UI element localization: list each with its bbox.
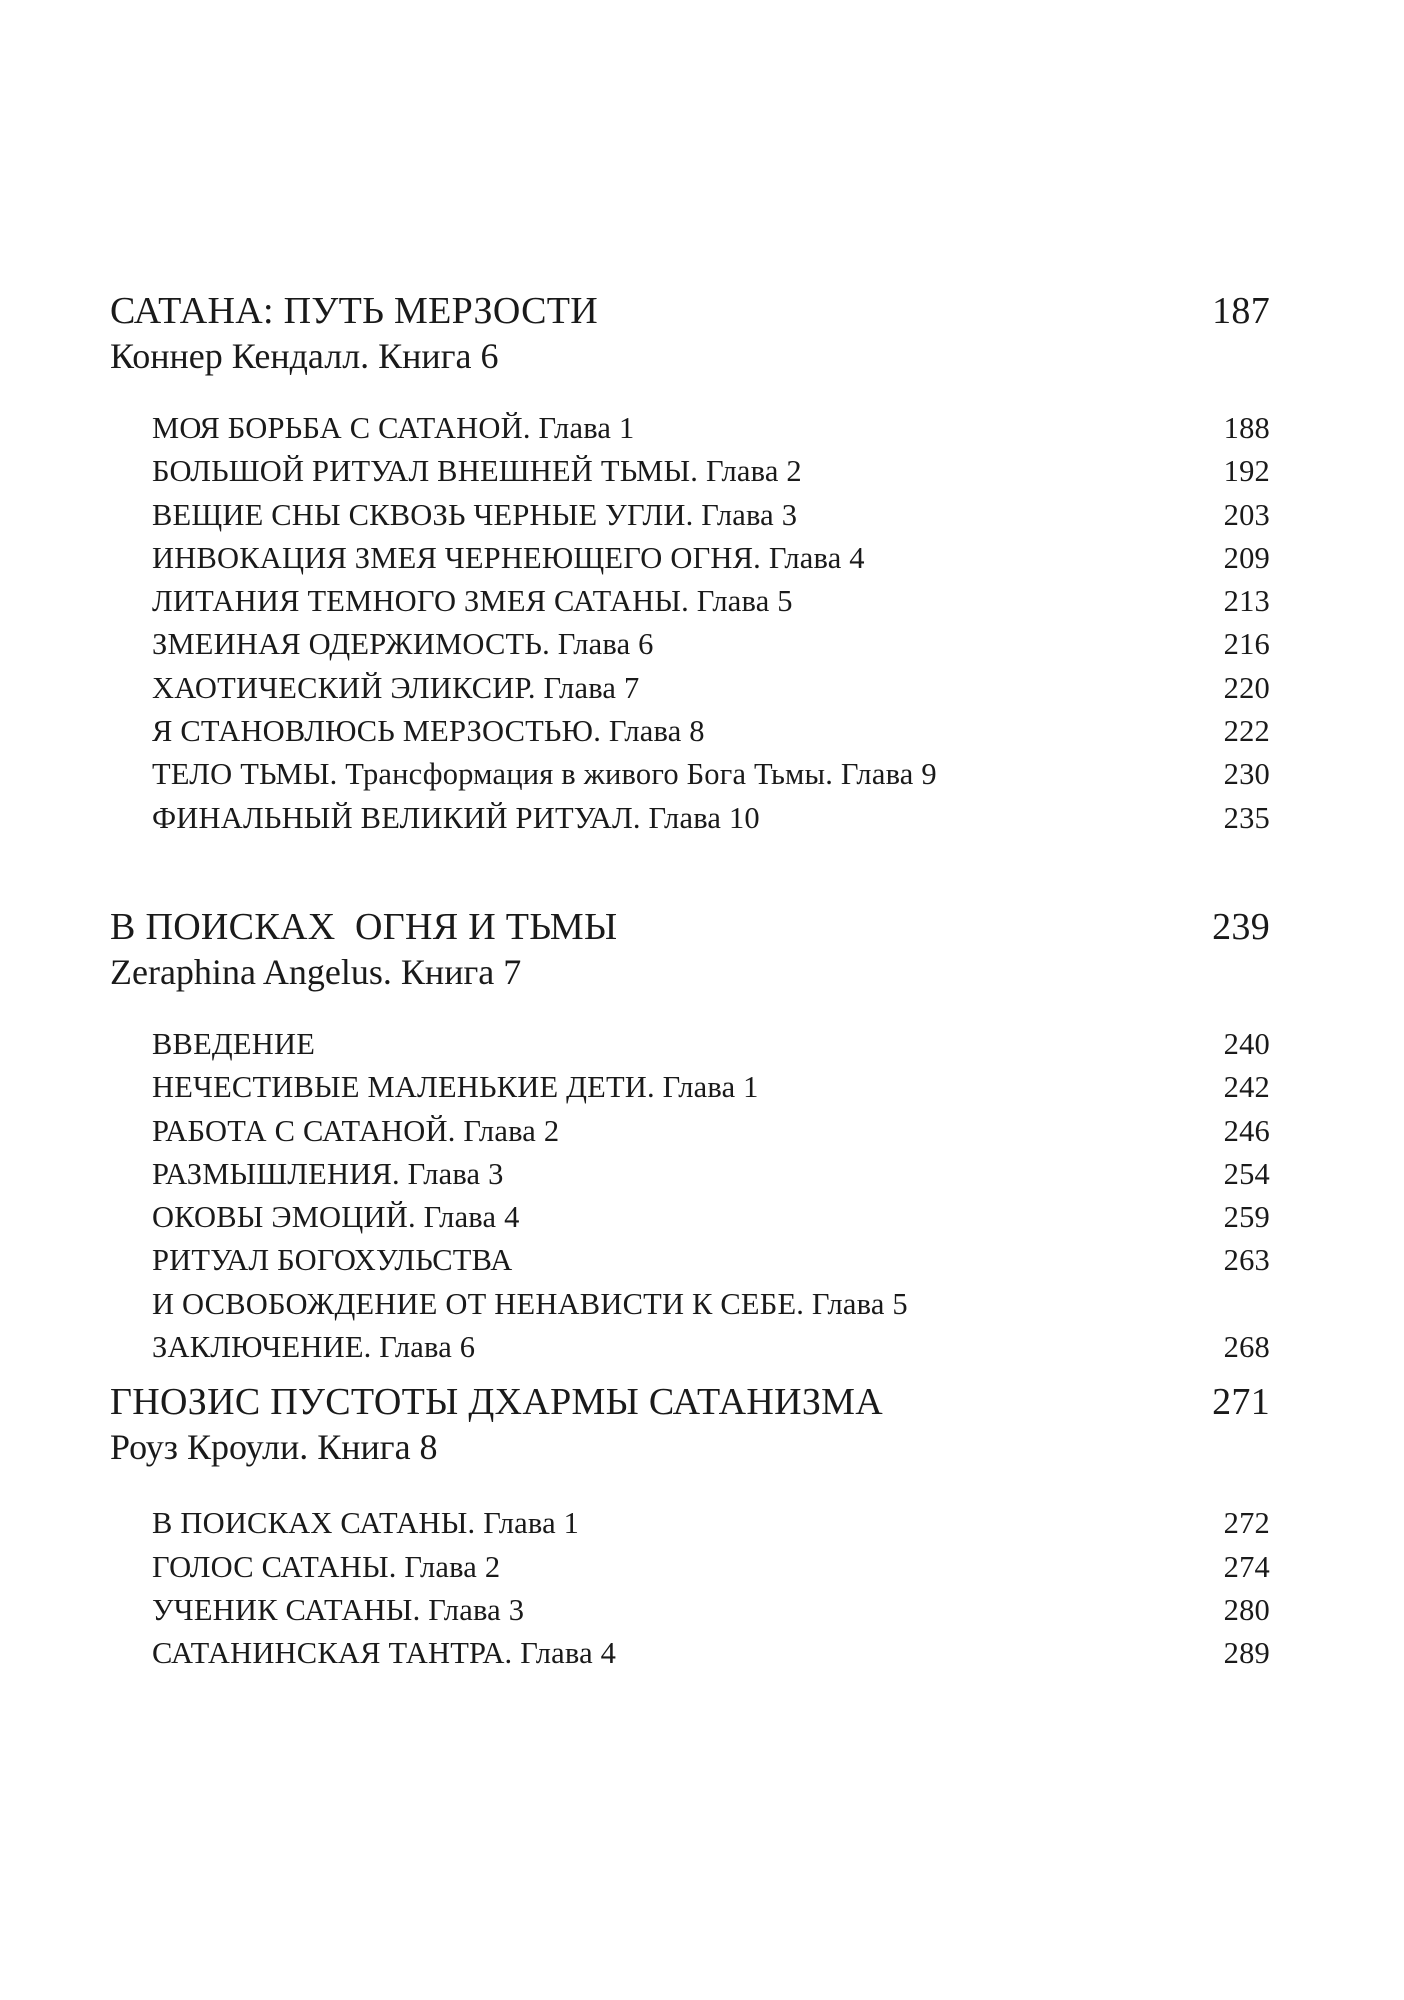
chapter-page-number: 254: [1223, 1156, 1270, 1191]
chapter-entry: [152, 1632, 1270, 1675]
book-heading: [110, 904, 1270, 950]
book-section: [110, 904, 1270, 1369]
book-page-number: 271: [1212, 1381, 1270, 1424]
chapter-title: ХАОТИЧЕСКИЙ ЭЛИКСИР. Глава 7: [152, 670, 640, 705]
chapter-page-number: 280: [1223, 1592, 1270, 1627]
chapter-title: БОЛЬШОЙ РИТУАЛ ВНЕШНЕЙ ТЬМЫ. Глава 2: [152, 454, 802, 489]
chapter-page-number: 213: [1223, 584, 1270, 619]
chapter-page-number: 209: [1223, 540, 1270, 575]
book-author: Zeraphina Angelus. Книга 7: [110, 951, 522, 992]
chapter-title: В ПОИСКАХ САТАНЫ. Глава 1: [152, 1506, 580, 1541]
book-author: Коннер Кендалл. Книга 6: [110, 336, 499, 376]
chapter-page-number: 216: [1223, 627, 1270, 662]
chapter-entry: [152, 580, 1270, 623]
chapter-title: РАЗМЫШЛЕНИЯ. Глава 3: [152, 1156, 504, 1191]
book-title: САТАНА: ПУТЬ МЕРЗОСТИ: [110, 290, 598, 332]
chapter-entry: [152, 450, 1270, 493]
chapter-title: МОЯ БОРЬБА С САТАНОЙ. Глава 1: [152, 411, 635, 445]
chapter-entry: [152, 1326, 1270, 1369]
book-heading: [110, 1379, 1270, 1425]
chapter-entry: [152, 667, 1270, 710]
chapter-title-line: РИТУАЛ БОГОХУЛЬСТВА: [152, 1243, 513, 1278]
chapter-page-number: 203: [1223, 497, 1270, 532]
chapter-page-number: 268: [1223, 1330, 1270, 1365]
chapter-page-number: 274: [1223, 1549, 1270, 1584]
chapter-page-number: 230: [1223, 757, 1270, 792]
chapter-title: ВЕЩИЕ СНЫ СКВОЗЬ ЧЕРНЫЕ УГЛИ. Глава 3: [152, 497, 798, 532]
chapter-page-number: 259: [1223, 1200, 1270, 1235]
chapter-list: [110, 1023, 1270, 1369]
chapter-title: ИНВОКАЦИЯ ЗМЕЯ ЧЕРНЕЮЩЕГО ОГНЯ. Глава 4: [152, 540, 865, 575]
chapter-entry: [152, 1153, 1270, 1196]
chapter-entry: [152, 407, 1270, 450]
chapter-title: Я СТАНОВЛЮСЬ МЕРЗОСТЬЮ. Глава 8: [152, 714, 705, 749]
chapter-title: ФИНАЛЬНЫЙ ВЕЛИКИЙ РИТУАЛ. Глава 10: [152, 800, 760, 835]
book-page-number: 239: [1212, 905, 1270, 948]
chapter-title: НЕЧЕСТИВЫЕ МАЛЕНЬКИЕ ДЕТИ. Глава 1: [152, 1070, 759, 1105]
chapter-title: САТАНИНСКАЯ ТАНТРА. Глава 4: [152, 1636, 617, 1671]
chapter-title: ЗАКЛЮЧЕНИЕ. Глава 6: [152, 1330, 476, 1365]
chapter-page-number: 222: [1223, 714, 1270, 749]
book-section: [110, 288, 1270, 840]
chapter-title: ТЕЛО ТЬМЫ. Трансформация в живого Бога Тьмы. Глава 9: [152, 757, 937, 792]
book-author: Роуз Кроули. Книга 8: [110, 1427, 438, 1468]
chapter-page-number: 289: [1223, 1636, 1270, 1671]
chapter-entry: [152, 494, 1270, 537]
chapter-entry: [152, 1023, 1270, 1066]
chapter-entry: [152, 1502, 1270, 1545]
chapter-title: ЗМЕИНАЯ ОДЕРЖИМОСТЬ. Глава 6: [152, 627, 654, 662]
chapter-entry: [152, 1546, 1270, 1589]
chapter-entry: [152, 1066, 1270, 1109]
chapter-list: [110, 1502, 1270, 1675]
chapter-entry: [152, 1239, 1270, 1326]
chapter-entry: [152, 623, 1270, 666]
table-of-contents: [110, 288, 1270, 1676]
chapter-page-number: 220: [1223, 670, 1270, 705]
book-page-number: 187: [1212, 290, 1270, 332]
chapter-page-number: 240: [1223, 1026, 1270, 1061]
chapter-page-number: 188: [1223, 411, 1270, 445]
chapter-entry: [152, 1196, 1270, 1239]
book-title: В ПОИСКАХ ОГНЯ И ТЬМЫ: [110, 905, 618, 948]
chapter-page-number: 192: [1223, 454, 1270, 489]
chapter-entry: [152, 537, 1270, 580]
chapter-entry: [152, 710, 1270, 753]
chapter-page-number: 242: [1223, 1070, 1270, 1105]
chapter-page-number: 272: [1223, 1506, 1270, 1541]
book-heading: [110, 288, 1270, 334]
chapter-page-number: 263: [1223, 1243, 1270, 1278]
chapter-title-line: И ОСВОБОЖДЕНИЕ ОТ НЕНАВИСТИ К СЕБЕ. Глава 5: [152, 1286, 908, 1321]
chapter-entry: [152, 1110, 1270, 1153]
chapter-title: ОКОВЫ ЭМОЦИЙ. Глава 4: [152, 1200, 520, 1235]
chapter-title: РАБОТА С САТАНОЙ. Глава 2: [152, 1113, 560, 1148]
chapter-title: УЧЕНИК САТАНЫ. Глава 3: [152, 1592, 525, 1627]
chapter-page-number: 246: [1223, 1113, 1270, 1148]
chapter-title: ВВЕДЕНИЕ: [152, 1026, 316, 1061]
chapter-title: ЛИТАНИЯ ТЕМНОГО ЗМЕЯ САТАНЫ. Глава 5: [152, 584, 793, 619]
book-section: [110, 1379, 1270, 1675]
chapter-entry: [152, 797, 1270, 840]
chapter-entry: [152, 1589, 1270, 1632]
chapter-entry: [152, 753, 1270, 796]
chapter-title: ГОЛОС САТАНЫ. Глава 2: [152, 1549, 501, 1584]
chapter-title: [152, 1239, 908, 1326]
chapter-page-number: 235: [1223, 800, 1270, 835]
chapter-list: [110, 407, 1270, 840]
book-title: ГНОЗИС ПУСТОТЫ ДХАРМЫ САТАНИЗМА: [110, 1381, 884, 1424]
